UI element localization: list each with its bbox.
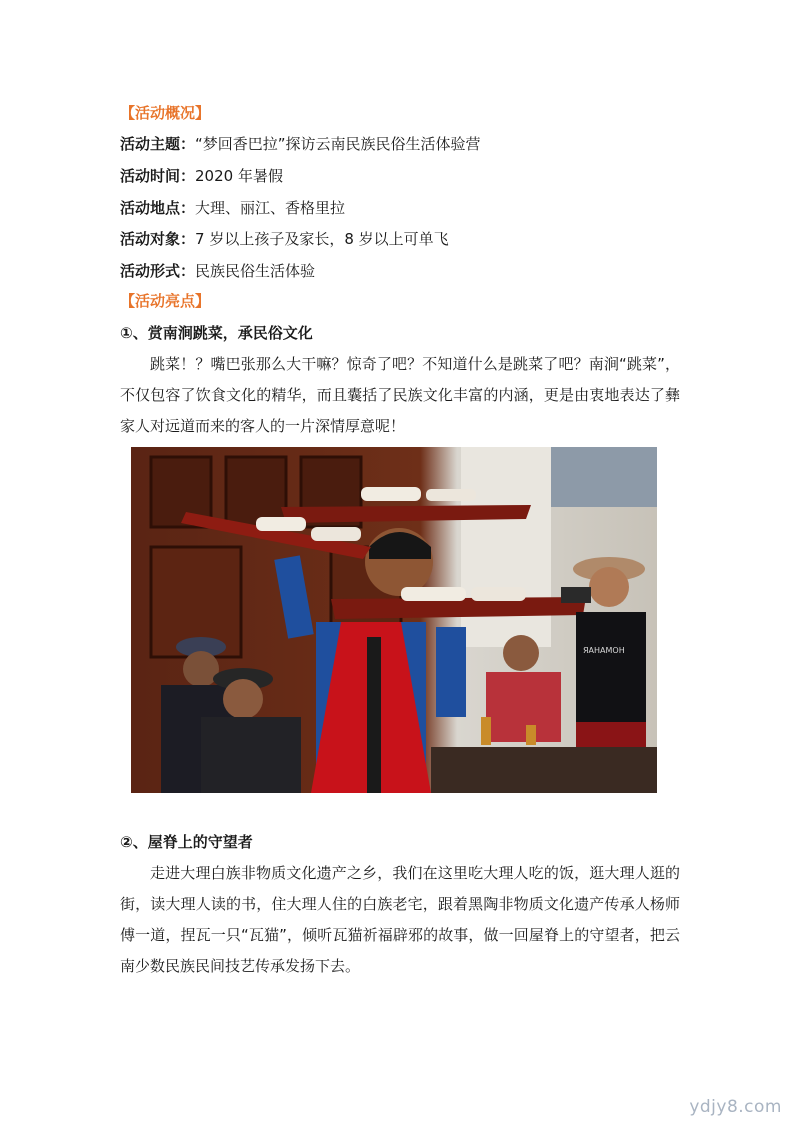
overview-row-theme [120,134,481,154]
overview-row-location [120,198,345,218]
row-value: 7 岁以上孩子及家长，8 岁以上可单飞 [195,230,449,248]
tiaocai-dance-photo [131,447,657,793]
overview-section-title: 【活动概况】 [120,104,211,122]
highlight-heading-2: ②、屋脊上的守望者 [120,833,253,851]
row-label: 活动主题： [120,135,196,153]
row-label: 活动对象： [120,230,196,248]
row-value: 2020 年暑假 [195,167,283,185]
row-value: 大理、丽江、香格里拉 [195,199,346,217]
highlight-body-2: 走进大理白族非物质文化遗产之乡，我们在这里吃大理人吃的饭，逛大理人逛的街，读大理人读的书，住大理人住的白族老宅，跟着黑陶非物质文化遗产传承人杨师傅一道，捏瓦一只“瓦猫”，倾听瓦猫祈福辟邪的故事，做一回屋脊上的守望者，把云南少数民族民间技艺传承发扬下去。 [120,864,680,975]
overview-row-format [120,261,315,281]
row-label: 活动时间： [120,167,196,185]
highlight-body-1: 跳菜！？嘴巴张那么大干嘛？惊奇了吧？不知道什么是跳菜了吧？南涧“跳菜”，不仅包容了饮食文化的精华，而且囊括了民族文化丰富的内涵，更是由衷地表达了彝家人对远道而来的客人的一片深情厚意呢！ [120,355,680,435]
overview-row-audience [120,229,449,249]
highlights-section-title: 【活动亮点】 [120,292,211,310]
row-value: “梦回香巴拉”探访云南民族民俗生活体验营 [195,135,481,153]
row-label: 活动地点： [120,199,196,217]
site-watermark: ydjy8.com [689,1097,782,1117]
row-label: 活动形式： [120,262,196,280]
row-value: 民族民俗生活体验 [195,262,316,280]
overview-row-time [120,166,283,186]
shirt-text: ЯАНАМОН [583,646,625,655]
highlight-heading-1: ①、赏南涧跳菜，承民俗文化 [120,324,313,342]
